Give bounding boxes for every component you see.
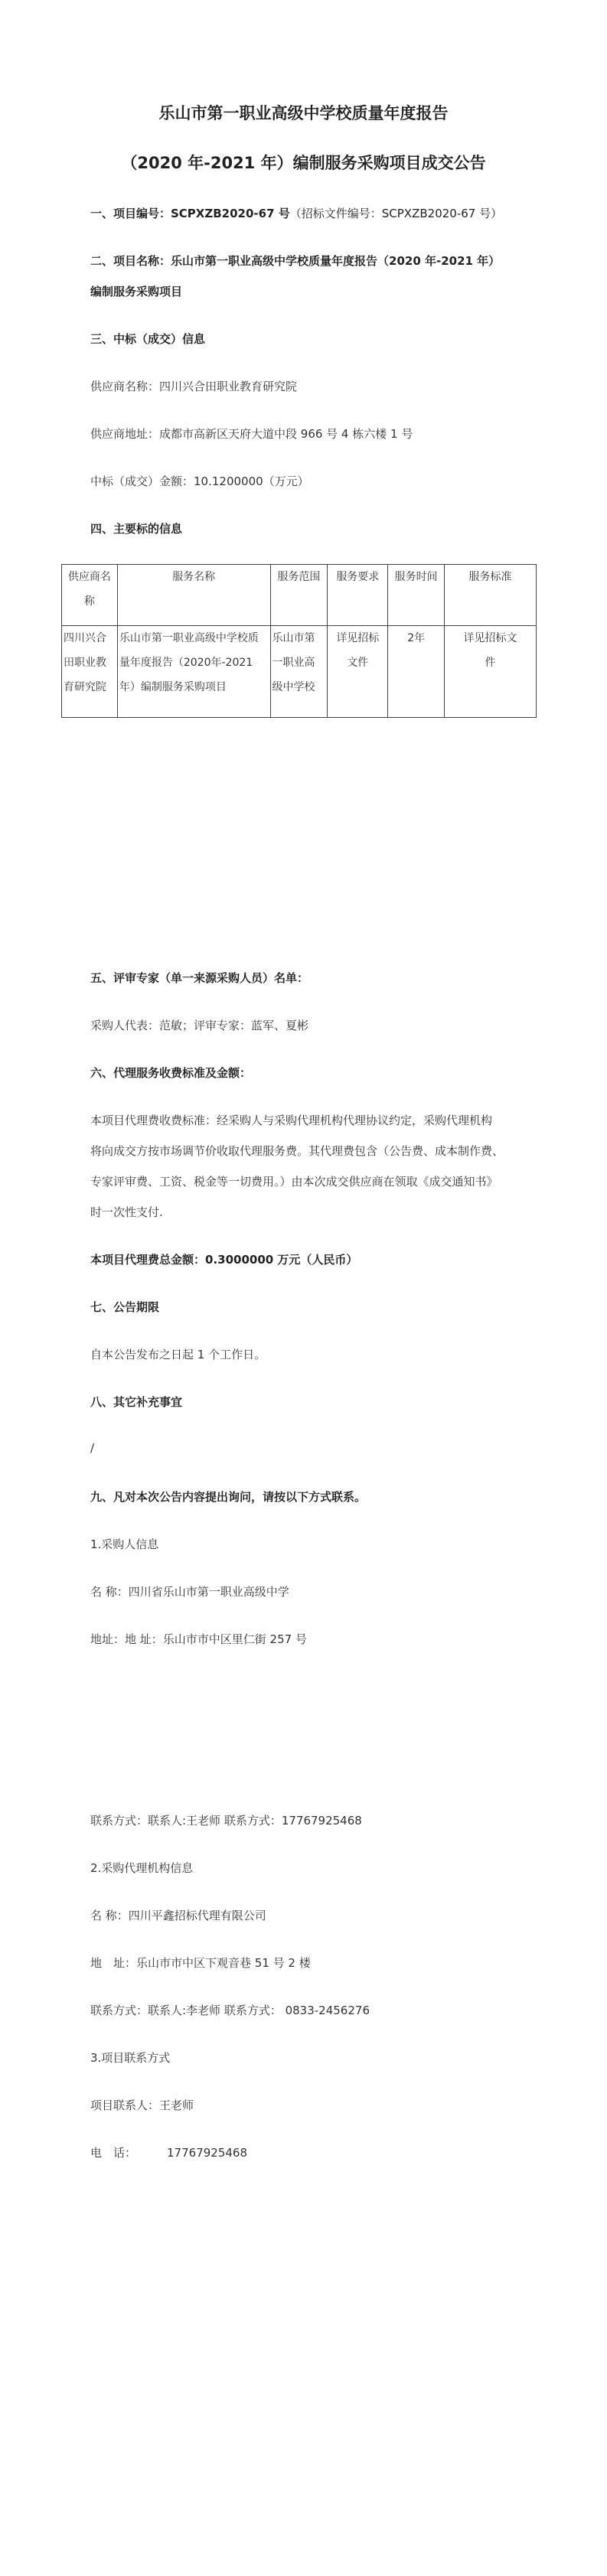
supplier-address: 供应商地址：成都市高新区天府大道中段 966 号 4 栋六楼 1 号 xyxy=(90,427,413,441)
section-supplementary: 八、其它补充事宜 xyxy=(90,1395,183,1409)
table-cell-service-name: 乐山市第一职业高级中学校质量年度报告（2020年-2021年）编制服务采购项目 xyxy=(117,626,270,718)
table-header: 服务范围 xyxy=(270,565,328,626)
table-header: 供应商名称 xyxy=(62,565,118,626)
project-phone xyxy=(90,2144,247,2160)
table-cell-requirement: 详见招标文件 xyxy=(328,626,388,718)
supplementary-text: / xyxy=(90,1441,95,1455)
page-title-line1: 乐山市第一职业高级中学校质量年度报告 xyxy=(158,104,449,122)
section-notice-period: 七、公告期限 xyxy=(90,1300,160,1314)
table-header: 服务标准 xyxy=(445,565,537,626)
project-contact-person: 项目联系人：王老师 xyxy=(90,2098,194,2112)
project-number-label: 一、项目编号：SCPXZB2020-67 号 xyxy=(90,207,290,220)
section-contact: 九、凡对本次公告内容提出询问，请按以下方式联系。 xyxy=(90,1490,367,1504)
fee-paragraph-line4: 时一次性支付. xyxy=(90,1205,163,1219)
table-header-row xyxy=(62,565,537,626)
table-header: 服务要求 xyxy=(328,565,388,626)
bid-amount: 中标（成交）金额：10.1200000（万元） xyxy=(90,474,309,488)
table-row xyxy=(62,626,537,718)
section-award-info: 三、中标（成交）信息 xyxy=(90,332,206,346)
project-name-line2: 编制服务采购项目 xyxy=(90,285,183,298)
table-header: 服务时间 xyxy=(388,565,445,626)
fee-paragraph-line1: 本项目代理费收费标准：经采购人与采购代理机构代理协议约定，采购代理机构 xyxy=(90,1114,493,1127)
agency-address: 地 址：乐山市市中区下观音巷 51 号 2 楼 xyxy=(90,1956,311,1970)
table-cell-scope: 乐山市第一职业高级中学校 xyxy=(270,626,328,718)
table-cell-supplier: 四川兴合田职业教育研究院 xyxy=(62,626,118,718)
section-experts: 五、评审专家（单一来源采购人员）名单： xyxy=(90,971,309,985)
project-number xyxy=(90,205,502,221)
agency-name: 名 称：四川平鑫招标代理有限公司 xyxy=(90,1909,266,1922)
project-phone-label: 电 话： xyxy=(90,2146,137,2160)
experts-list: 采购人代表：范敏；评审专家：蓝军、夏彬 xyxy=(90,1019,309,1032)
agency-contact: 联系方式：联系人:李老师 联系方式： 0833-2456276 xyxy=(90,2004,370,2017)
tender-doc-number: （招标文件编号：SCPXZB2020-67 号） xyxy=(289,207,503,220)
table-cell-standard: 详见招标文件 xyxy=(445,626,537,718)
fee-paragraph-line2: 将向成交方按市场调节价收取代理服务费。其代理费包含（公告费、成本制作费、 xyxy=(90,1144,504,1158)
purchaser-name: 名 称：四川省乐山市第一职业高级中学 xyxy=(90,1585,289,1599)
fee-total: 本项目代理费总金额：0.3000000 万元（人民币） xyxy=(90,1253,358,1267)
section-main-items: 四、主要标的信息 xyxy=(90,522,183,536)
agency-title: 2.采购代理机构信息 xyxy=(90,1861,194,1875)
table-header: 服务名称 xyxy=(117,565,270,626)
service-table xyxy=(61,564,537,718)
notice-period-text: 自本公告发布之日起 1 个工作日。 xyxy=(90,1348,266,1361)
purchaser-contact: 联系方式：联系人:王老师 联系方式：17767925468 xyxy=(90,1814,362,1828)
page-title-line2: （2020 年-2021 年）编制服务采购项目成交公告 xyxy=(121,154,486,172)
fee-paragraph-line3: 专家评审费、工资、税金等一切费用。）由本次成交供应商在领取《成交通知书》 xyxy=(90,1175,498,1189)
project-contact-title: 3.项目联系方式 xyxy=(90,2051,171,2065)
purchaser-address: 地址：地 址：乐山市市中区里仁街 257 号 xyxy=(90,1632,307,1646)
project-name-line1: 二、项目名称：乐山市第一职业高级中学校质量年度报告（2020 年-2021 年） xyxy=(90,254,501,268)
project-phone-value: 17767925468 xyxy=(167,2146,247,2160)
section-agency-fee: 六、代理服务收费标准及金额： xyxy=(90,1066,252,1080)
table-cell-duration: 2年 xyxy=(388,626,445,718)
purchaser-title: 1.采购人信息 xyxy=(90,1537,159,1551)
supplier-name: 供应商名称：四川兴合田职业教育研究院 xyxy=(90,380,298,393)
